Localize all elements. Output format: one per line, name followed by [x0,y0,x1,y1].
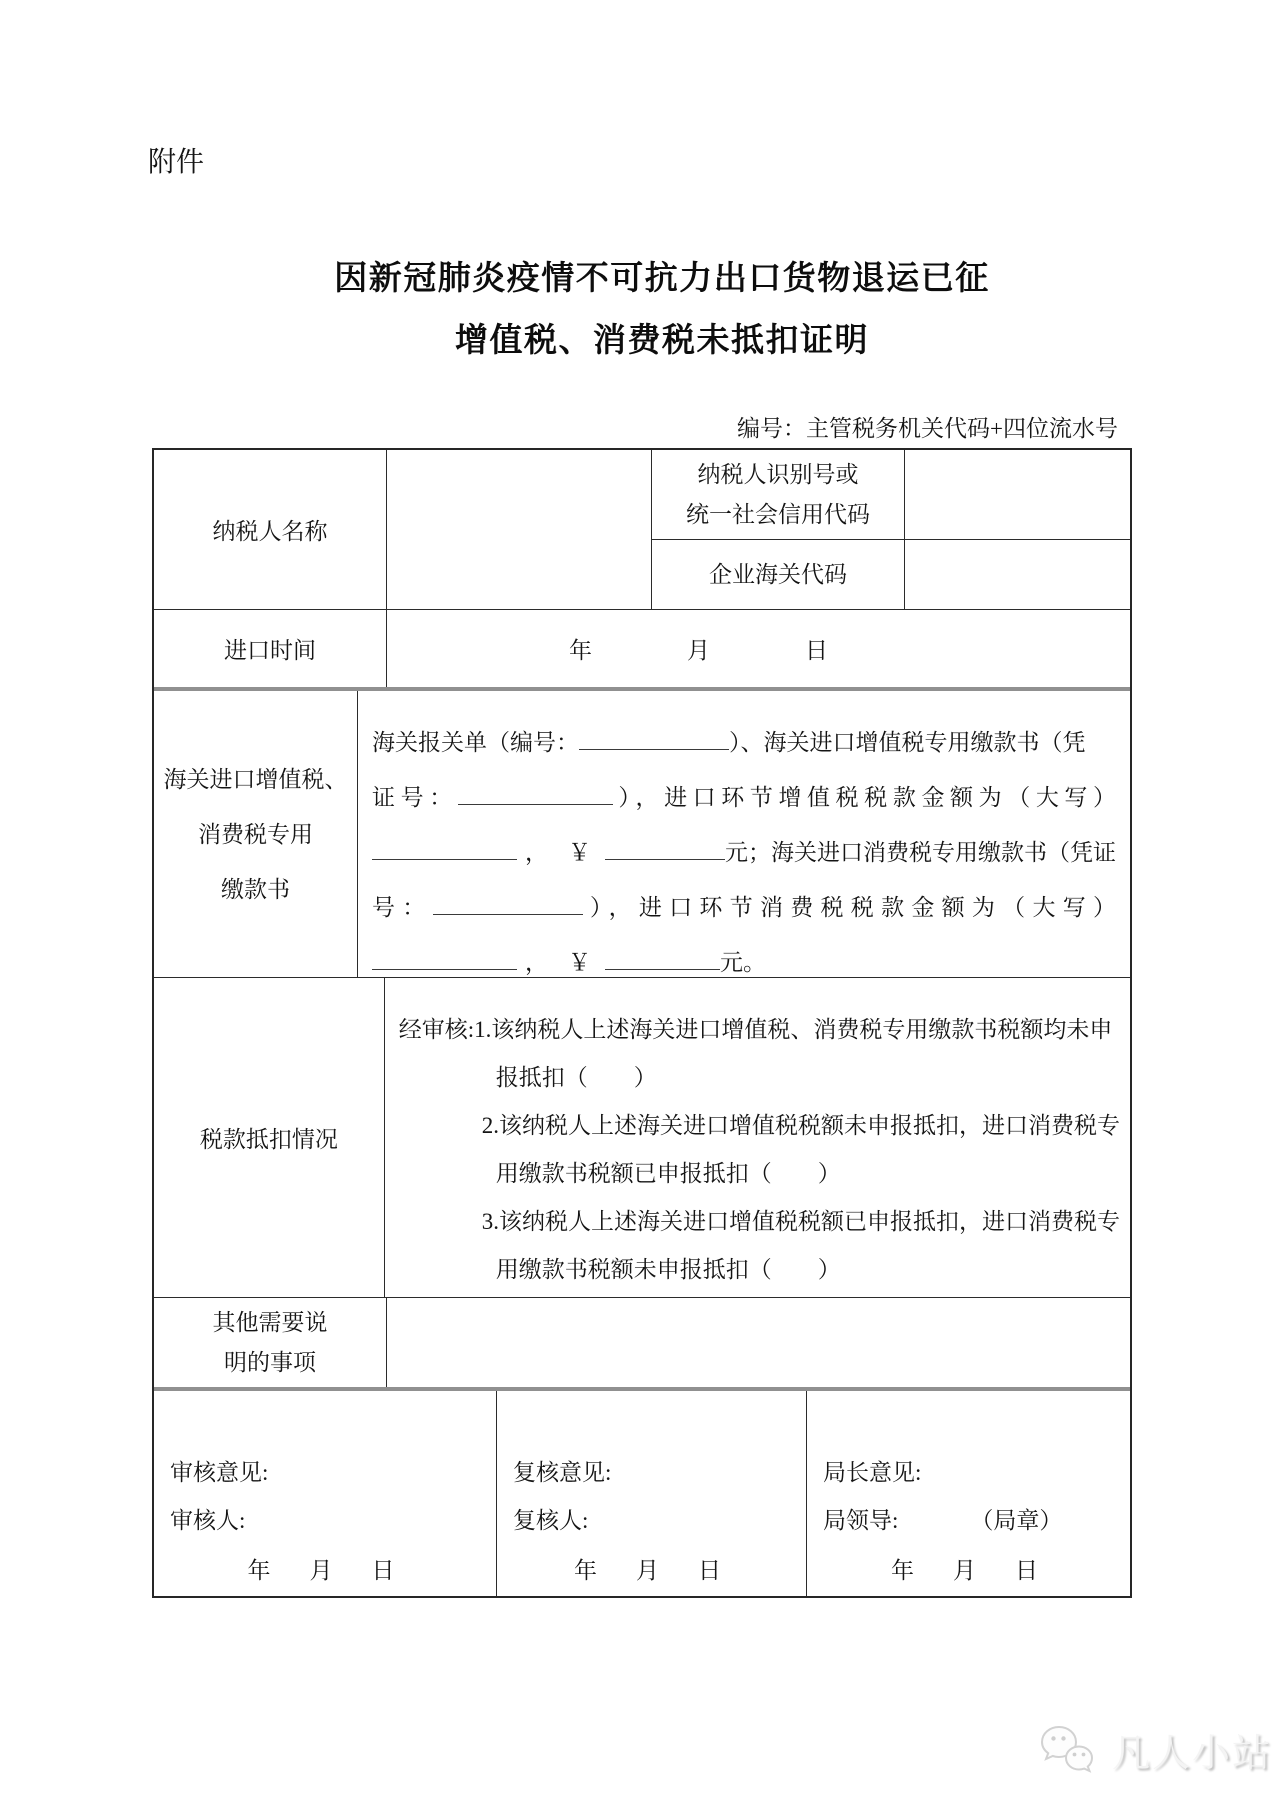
wechat-logo-icon [1036,1723,1100,1777]
other-notes-label-line1: 其他需要说 [212,1309,328,1335]
payment-doc-label-line3: 缴款书 [221,876,290,902]
comma-separator: ， [525,840,548,865]
deduction-status-text-cell [385,978,1130,1297]
payment-doc-label-line1: 海关进口增值税、 [163,766,348,792]
vat-amount-text: ），进口环节增值税税款金额为（大写） [612,785,1117,810]
comma-separator: ， [525,950,548,975]
consumption-voucher-no-blank-field [433,910,583,915]
bureau-leader-label: 局领导: [823,1508,899,1533]
import-time-value-cell [387,610,1130,687]
vat-amount-figures-blank-field [605,855,725,860]
review-date-line: 年 月 日 [247,1558,403,1583]
director-date-line: 年 月 日 [891,1558,1046,1583]
declaration-no-blank-field [579,745,729,750]
deduction-item3-line1: 3.该纳税人上述海关进口增值税税额已申报抵扣，进口消费税专 [481,1209,1120,1234]
payment-doc-label-line2: 消费税专用 [198,821,313,847]
other-notes-row [154,1297,1130,1387]
other-notes-label-line2: 明的事项 [224,1349,316,1375]
recheck-date-line: 年 月 日 [574,1558,729,1583]
consumption-voucher-text: 元；海关进口消费税专用缴款书（凭证 [725,840,1116,865]
attachment-label: 附件 [148,147,205,178]
reviewer-label: 审核人: [170,1508,246,1533]
import-time-row [154,609,1130,687]
taxpayer-id-section [652,450,1130,609]
yuan-currency-symbol: ￥ [568,840,591,865]
year-label: 年 [569,638,592,663]
payment-doc-label [154,691,358,977]
recheck-opinion-cell [497,1391,807,1596]
deduction-item2-line1: 2.该纳税人上述海关进口增值税税额未申报抵扣，进口消费税专 [481,1113,1120,1138]
month-label: 月 [687,638,710,663]
deduction-item1-line1 [399,1006,1120,1054]
serial-number-note: 编号：主管税务机关代码+四位流水号 [737,416,1118,441]
certificate-form-table [152,448,1132,1598]
day-label: 日 [805,638,828,663]
vat-voucher-no-prefix: 证号： [372,785,458,810]
other-notes-label [154,1298,387,1387]
consumption-voucher-no-prefix: 号： [372,895,433,920]
customs-code-subrow [652,540,1130,609]
rechecker-label: 复核人: [513,1508,589,1533]
yuan-currency-symbol: ￥ [568,950,591,975]
signature-row [154,1387,1130,1596]
watermark [1036,1722,1272,1777]
director-opinion-cell [807,1391,1130,1596]
declaration-no-suffix: ）、海关进口增值税专用缴款书（凭 [729,730,1086,755]
import-time-label: 进口时间 [154,610,387,687]
yuan-end-text: 元。 [720,950,766,975]
watermark-text: 凡人小站 [1112,1733,1273,1775]
payment-doc-line3 [372,825,1116,880]
consumption-amount-text: ），进口环节消费税税款金额为（大写） [582,895,1117,920]
taxpayer-id-label [652,450,905,539]
document-title-line1: 因新冠肺炎疫情不可抗力出口货物退运已征 [334,259,990,296]
review-opinion-label: 审核意见: [170,1460,269,1485]
bureau-seal-label: （局章） [970,1508,1063,1533]
customs-code-label: 企业海关代码 [652,540,905,609]
vat-voucher-no-blank-field [458,800,613,805]
payment-doc-text-cell [358,691,1130,977]
review-prefix: 经审核: [398,1017,475,1042]
customs-code-value-cell [905,540,1130,609]
payment-doc-row [154,687,1130,977]
taxpayer-id-label-line2: 统一社会信用代码 [686,501,870,527]
director-leader-line [823,1497,1114,1545]
consumption-amount-words-blank-field [372,965,517,970]
recheck-opinion-label: 复核意见: [513,1460,612,1485]
taxpayer-row [154,450,1130,609]
deduction-status-row [154,977,1130,1297]
taxpayer-name-label: 纳税人名称 [154,450,387,609]
deduction-item3-line2: 用缴款书税额未申报抵扣（ ） [495,1257,841,1282]
consumption-amount-figures-blank-field [605,965,720,970]
deduction-item1-line2: 报抵扣（ ） [495,1065,657,1090]
deduction-item2-line2: 用缴款书税额已申报抵扣（ ） [495,1161,841,1186]
document-title-line2: 增值税、消费税未抵扣证明 [455,321,869,358]
other-notes-value-cell [387,1298,1130,1387]
deduction-status-label: 税款抵扣情况 [154,978,385,1297]
vat-amount-words-blank-field [372,855,517,860]
review-opinion-cell [154,1391,497,1596]
taxpayer-id-label-line1: 纳税人识别号或 [697,461,859,487]
declaration-no-prefix: 海关报关单（编号： [372,730,579,755]
taxpayer-id-subrow [652,450,1130,540]
payment-doc-line4 [372,880,1116,935]
payment-doc-line1 [372,715,1116,770]
deduction-option1-text: 1.该纳税人上述海关进口增值税、消费税专用缴款书税额均未申 [474,1017,1113,1042]
taxpayer-name-value-cell [387,450,652,609]
payment-doc-line2 [372,770,1116,825]
taxpayer-id-value-cell [905,450,1130,539]
director-opinion-label: 局长意见: [823,1460,922,1485]
